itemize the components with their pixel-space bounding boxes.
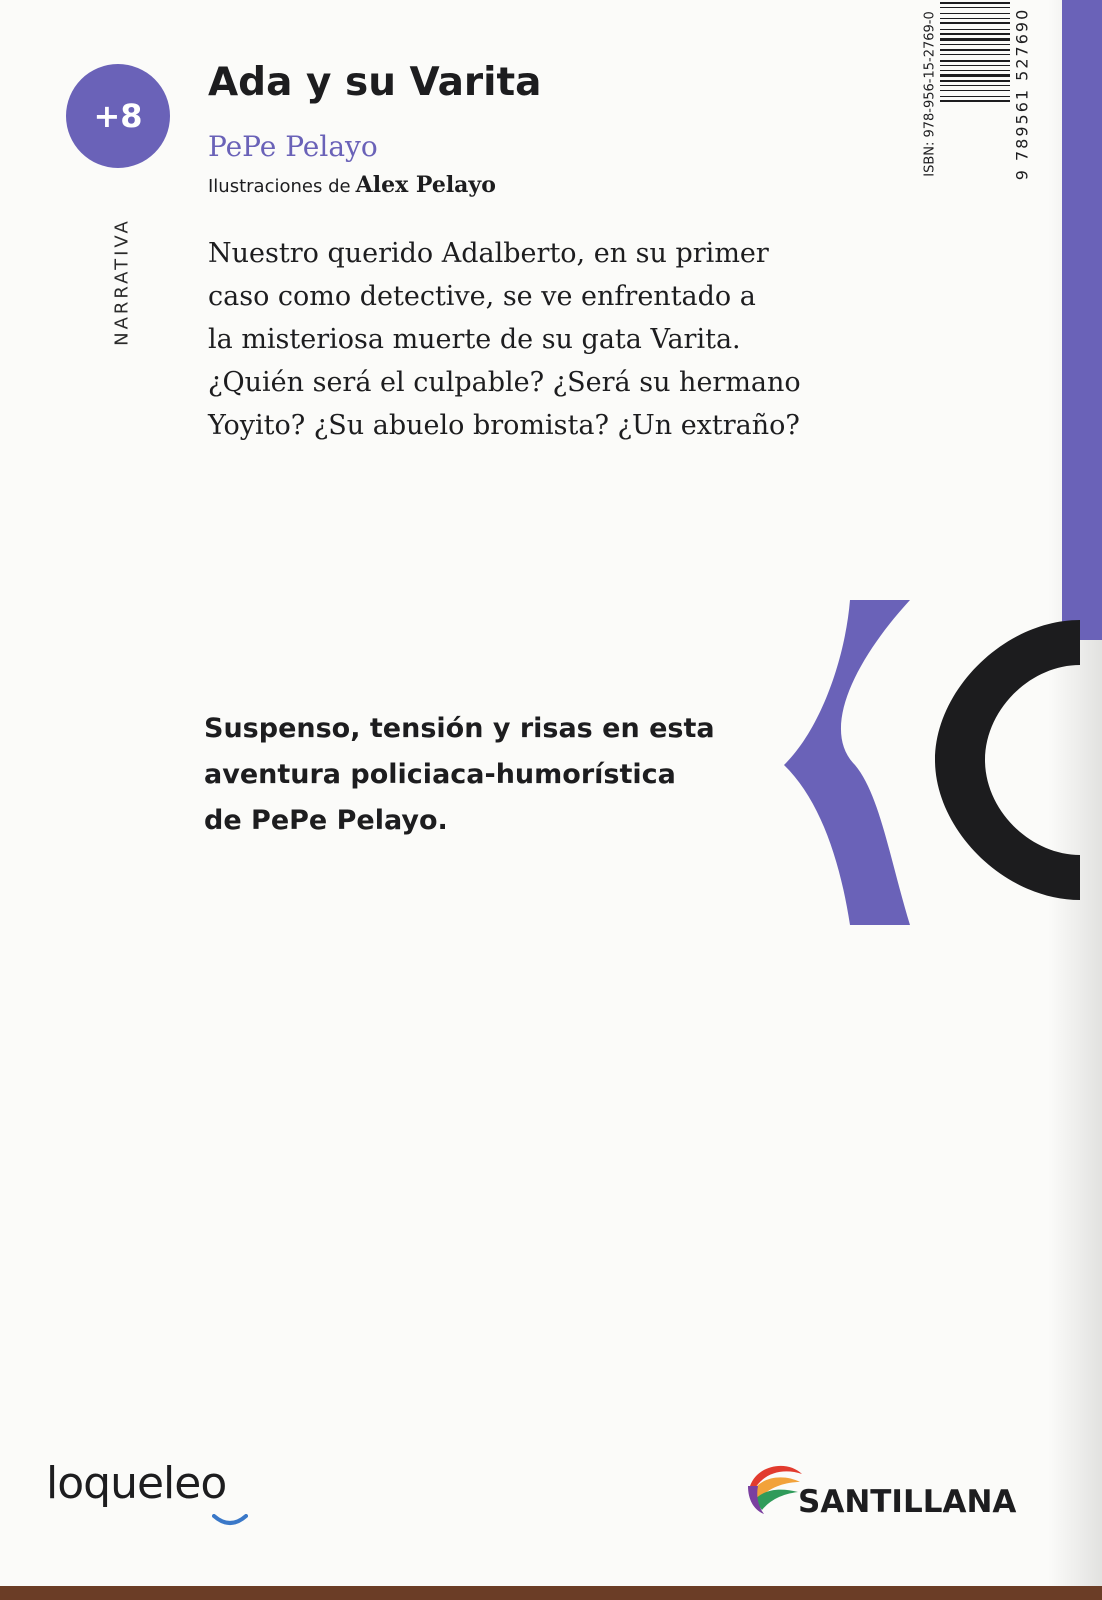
- illustrator-name: Alex Pelayo: [355, 172, 496, 198]
- author-name: PePe Pelayo: [208, 130, 378, 163]
- synopsis-line: Yoyito? ¿Su abuelo bromista? ¿Un extraño?: [208, 410, 800, 441]
- publisher-name: SANTILLANA: [798, 1484, 1017, 1520]
- synopsis-line: ¿Quién será el culpable? ¿Será su hermano: [208, 367, 801, 398]
- age-badge: [66, 64, 170, 168]
- barcode-bar: [940, 22, 1010, 24]
- synopsis-line: Nuestro querido Adalberto, en su primer: [208, 238, 769, 269]
- table-surface: [0, 1586, 1102, 1600]
- age-label: +8: [93, 97, 143, 135]
- barcode-bar: [940, 74, 1010, 77]
- barcode-bar: [940, 80, 1010, 82]
- synopsis-line: caso como detective, se ve enfrentado a: [208, 281, 756, 312]
- imprint-logo: loqueleo: [46, 1458, 227, 1509]
- illustrator-prefix: Ilustraciones de: [208, 176, 351, 197]
- purple-bracket-shape: [784, 600, 910, 925]
- barcode-bar: [940, 2, 1010, 4]
- dark-arc-shape: [935, 620, 1080, 900]
- barcode-bar: [940, 100, 1010, 102]
- barcode-bar: [940, 90, 1010, 91]
- barcode-bar: [940, 65, 1010, 66]
- barcode-bar: [940, 54, 1010, 55]
- barcode-bar: [940, 49, 1010, 51]
- barcode-bar: [940, 44, 1010, 45]
- synopsis-line: la misteriosa muerte de su gata Varita.: [208, 324, 741, 355]
- spine-accent-strip: [1062, 0, 1102, 640]
- isbn-text: ISBN: 978-956-15-2769-0: [922, 11, 938, 177]
- barcode-bar: [940, 38, 1010, 41]
- book-title: Ada y su Varita: [208, 60, 542, 105]
- barcode-bar: [940, 7, 1010, 8]
- barcode-icon: [940, 0, 1010, 180]
- illustrator-credit: [208, 172, 496, 198]
- barcode-bar: [940, 85, 1010, 86]
- barcode-bar: [940, 33, 1010, 35]
- decorative-bracket-graphic: [780, 600, 1102, 950]
- barcode-bar: [940, 18, 1010, 19]
- imprint-smile-icon: [212, 1514, 248, 1528]
- tagline: [204, 706, 715, 844]
- barcode-digits: 9 789561 527690: [1012, 7, 1032, 181]
- barcode-bar: [940, 29, 1010, 30]
- barcode-bar: [940, 60, 1010, 62]
- tagline-line: Suspenso, tensión y risas en esta: [204, 713, 715, 744]
- barcode-bar: [940, 96, 1010, 97]
- publisher-logo-icon: [744, 1456, 806, 1518]
- genre-label: NARRATIVA: [111, 218, 133, 346]
- barcode-bar: [940, 70, 1010, 71]
- synopsis: [208, 232, 801, 447]
- tagline-line: de PePe Pelayo.: [204, 805, 448, 836]
- barcode-bar: [940, 13, 1010, 14]
- tagline-line: aventura policiaca-humorística: [204, 759, 676, 790]
